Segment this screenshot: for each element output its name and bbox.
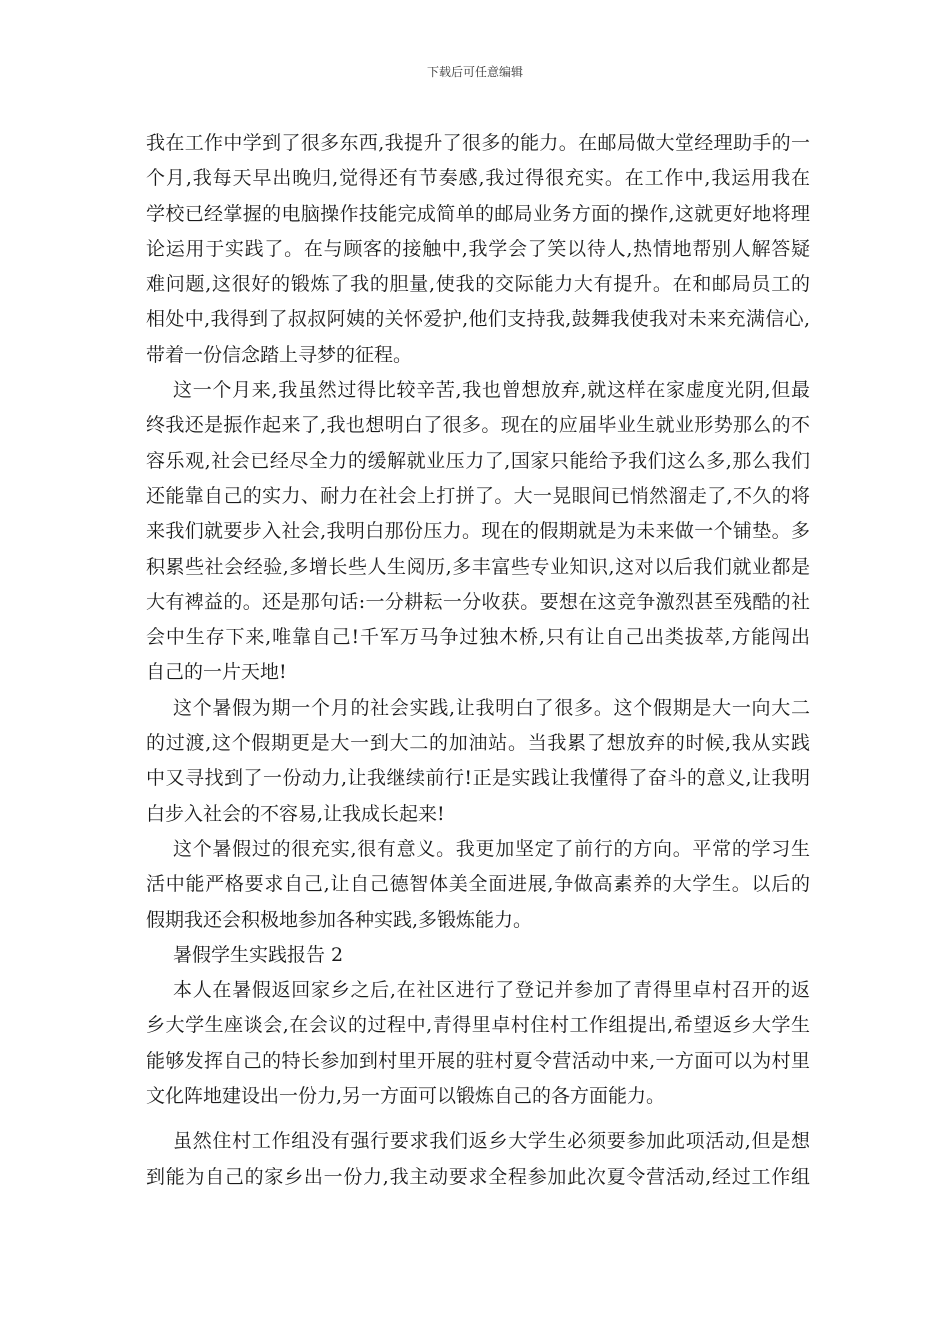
paragraph — [146, 832, 810, 938]
text-line: 虽然住村工作组没有强行要求我们返乡大学生必须要参加此项活动,但是想 — [173, 1130, 810, 1153]
text-line: 论运用于实践了。在与顾客的接触中,我学会了笑以待人,热情地帮别人解答疑 — [146, 237, 810, 260]
section-heading — [146, 938, 810, 973]
text-line: 这个暑假过的很充实,很有意义。我更加坚定了前行的方向。平常的学习生 — [173, 837, 810, 860]
text-line: 这个暑假为期一个月的社会实践,让我明白了很多。这个假期是大一向大二 — [173, 696, 810, 719]
text-line: 学校已经掌握的电脑操作技能完成简单的邮局业务方面的操作,这就更好地将理 — [146, 202, 810, 225]
text-line: 积累些社会经验,多增长些人生阅历,多丰富些专业知识,这对以后我们就业都是 — [146, 555, 810, 578]
text-line: 乡大学生座谈会,在会议的过程中,青得里卓村住村工作组提出,希望返乡大学生 — [146, 1014, 810, 1037]
text-line: 个月,我每天早出晚归,觉得还有节奏感,我过得很充实。在工作中,我运用我在 — [146, 167, 810, 190]
text-line: 活中能严格要求自己,让自己德智体美全面进展,争做高素养的大学生。以后的 — [146, 873, 810, 896]
text-line: 白步入社会的不容易,让我成长起来! — [146, 802, 445, 825]
text-line: 我在工作中学到了很多东西,我提升了很多的能力。在邮局做大堂经理助手的一 — [146, 132, 810, 154]
text-line: 中又寻找到了一份动力,让我继续前行!正是实践让我懂得了奋斗的意义,让我明 — [146, 767, 810, 790]
paragraph — [146, 691, 810, 832]
text-line: 本人在暑假返回家乡之后,在社区进行了登记并参加了青得里卓村召开的返 — [173, 979, 810, 1002]
paragraph-spacer — [146, 1114, 810, 1124]
text-line: 的过渡,这个假期更是大一到大二的加油站。当我累了想放弃的时候,我从实践 — [146, 732, 810, 755]
text-line: 能够发挥自己的特长参加到村里开展的驻村夏令营活动中来,一方面可以为村里 — [146, 1049, 810, 1072]
text-line: 文化阵地建设出一份力,另一方面可以锻炼自己的各方面能力。 — [146, 1085, 666, 1108]
paragraph — [146, 1124, 810, 1195]
paragraph — [146, 973, 810, 1114]
text-line: 会中生存下来,唯靠自己!千军万马争过独木桥,只有让自己出类拔萃,方能闯出 — [146, 626, 810, 649]
text-line: 难问题,这很好的锻炼了我的胆量,使我的交际能力大有提升。在和邮局员工的 — [146, 273, 810, 296]
paragraph — [146, 373, 810, 691]
text-line: 到能为自己的家乡出一份力,我主动要求全程参加此次夏令营活动,经过工作组 — [146, 1165, 810, 1188]
text-line: 假期我还会积极地参加各种实践,多锻炼能力。 — [146, 908, 533, 931]
paragraph — [146, 126, 810, 373]
text-line: 相处中,我得到了叔叔阿姨的关怀爱护,他们支持我,鼓舞我使我对未来充满信心, — [146, 308, 810, 331]
text-line: 容乐观,社会已经尽全力的缓解就业压力了,国家只能给予我们这么多,那么我们 — [146, 449, 810, 472]
text-line: 这一个月来,我虽然过得比较辛苦,我也曾想放弃,就这样在家虚度光阴,但最 — [173, 379, 810, 402]
heading-text: 暑假学生实践报告 2 — [173, 943, 344, 966]
page-header: 下载后可任意编辑 — [426, 65, 523, 79]
text-line: 来我们就要步入社会,我明白那份压力。现在的假期就是为未来做一个铺垫。多 — [146, 520, 810, 543]
text-line: 终我还是振作起来了,我也想明白了很多。现在的应届毕业生就业形势那么的不 — [146, 414, 810, 437]
text-line: 自己的一片天地! — [146, 661, 287, 684]
text-line: 还能靠自己的实力、耐力在社会上打拼了。大一晃眼间已悄然溜走了,不久的将 — [146, 484, 810, 507]
document-body — [146, 126, 810, 1195]
text-line: 大有裨益的。还是那句话:一分耕耘一分收获。要想在这竞争激烈甚至残酷的社 — [146, 590, 810, 613]
text-line: 带着一份信念踏上寻梦的征程。 — [146, 343, 413, 366]
